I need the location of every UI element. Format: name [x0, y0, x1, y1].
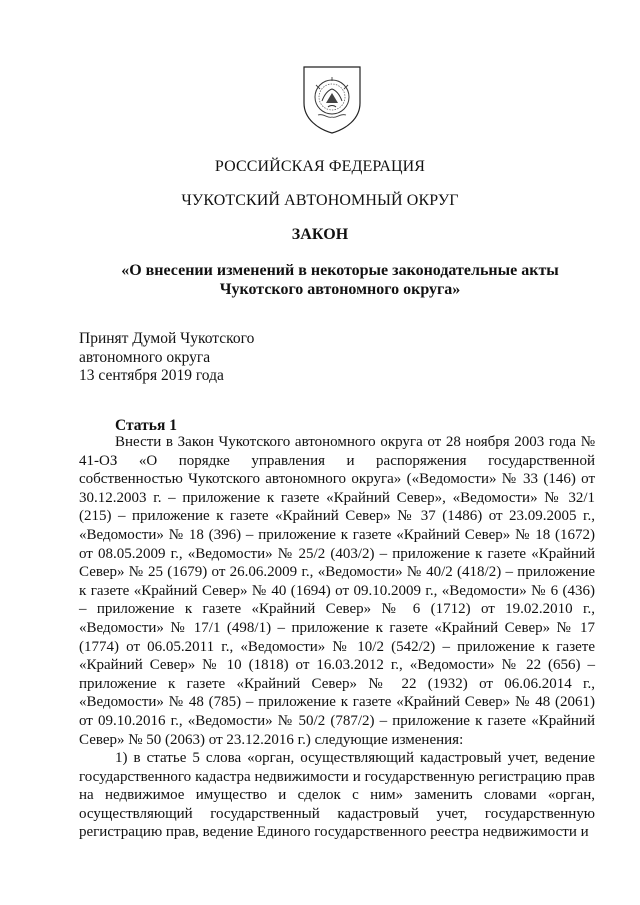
adoption-line-1: Принят Думой Чукотского — [79, 330, 255, 347]
article-paragraph-2: 1) в статье 5 слова «орган, осуществляющий кадастровый учет, ведение государственного кадастра недвижимости и государственную регистрацию прав на недвижимое имущество и сделок с ним» заменить словами «орган, осуществляющий государственный кадастровый учет, государственную регистрацию прав, ведение Единого государственного реестра недвижимости и — [79, 750, 595, 841]
article-body — [79, 433, 595, 842]
law-title-line-2: Чукотского автономного округа» — [219, 281, 461, 298]
adoption-info — [79, 330, 254, 386]
region-heading: ЧУКОТСКИЙ АВТОНОМНЫЙ ОКРУГ — [181, 192, 459, 209]
law-title — [60, 261, 620, 299]
adoption-line-2: автономного округа — [79, 348, 211, 366]
law-title-line-1: «О внесении изменений в некоторые законодательные акты — [121, 262, 559, 279]
adoption-date: 13 сентября 2019 года — [79, 367, 224, 384]
article-heading: Статья 1 — [115, 417, 177, 434]
article-paragraph-1: Внести в Закон Чукотского автономного округа от 28 ноября 2003 года № 41-ОЗ «О порядке управления и распоряжения государственной собственностью Чукотского автономного округа» («Ведомости» № 33 (146) от 30.12.2003 г. – приложение к газете «Крайний Север», «Ведомости» № 32/1 (215) – приложение к газете «Крайний Север» № 37 (1486) от 23.09.2005 г., «Ведомости» № 18 (396) – приложение к газете «Крайний Север» № 18 (1672) от 08.05.2009 г., «Ведомости» № 25/2 (403/2) – приложение к газете «Крайний Север» № 25 (1679) от 26.06.2009 г., «Ведомости» № 40/2 (418/2) – приложение к газете «Крайний Север» № 40 (1694) от 09.10.2009 г., «Ведомости» № 6 (436) – приложение к газете «Крайний Север» № 6 (1712) от 19.02.2010 г., «Ведомости» № 17/1 (498/1) – приложение к газете «Крайний Север» № 17 (1774) от 06.05.2011 г., «Ведомости» № 10/2 (542/2) – приложение к газете «Крайний Север» № 10 (1818) от 16.03.2012 г., «Ведомости» № 22 (656) – приложение к газете «Крайний Север» № 22 (1932) от 06.06.2014 г., «Ведомости» № 48 (785) – приложение к газете «Крайний Север» № 48 (2061) от 09.10.2016 г., «Ведомости» № 50/2 (787/2) – приложение к газете «Крайний Север» № 50 (2063) от 23.12.2016 г.) следующие изменения: — [79, 434, 595, 748]
coat-of-arms-emblem-icon — [298, 63, 366, 135]
country-heading: РОССИЙСКАЯ ФЕДЕРАЦИЯ — [214, 158, 426, 175]
document-type-heading: ЗАКОН — [291, 226, 349, 243]
